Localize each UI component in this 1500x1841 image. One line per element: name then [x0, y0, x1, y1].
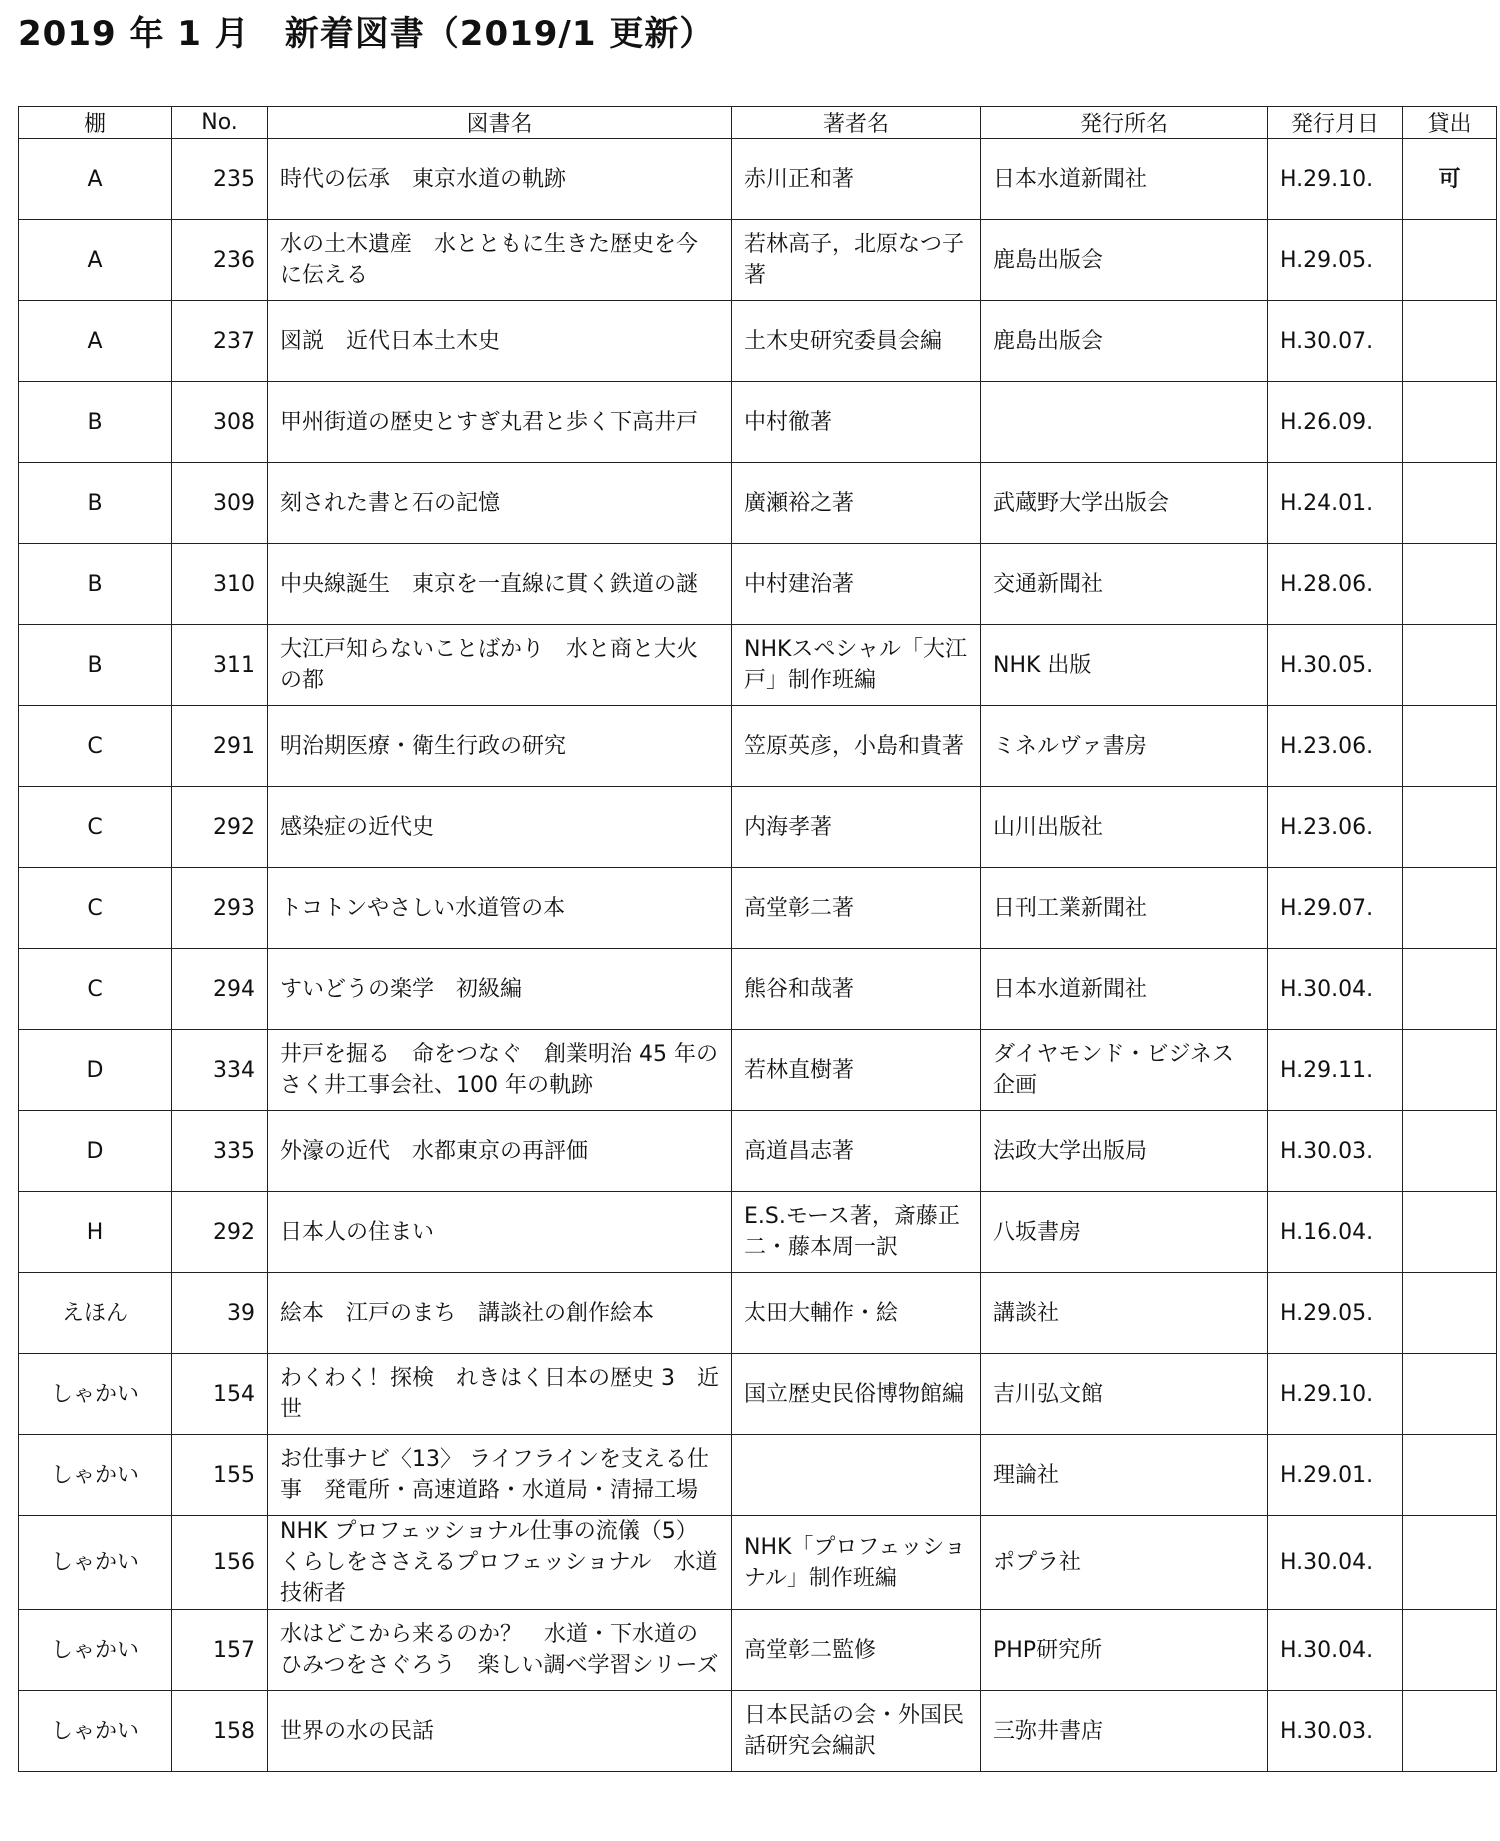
cell-publisher: 日本水道新聞社 [981, 949, 1268, 1030]
column-header-author: 著者名 [732, 107, 981, 139]
cell-book-title: 日本人の住まい [268, 1192, 732, 1273]
cell-book-title: 明治期医療・衛生行政の研究 [268, 706, 732, 787]
cell-book-title: 大江戸知らないことばかり 水と商と大火の都 [268, 625, 732, 706]
cell-publish-date: H.28.06. [1268, 544, 1403, 625]
table-row [19, 1610, 1497, 1691]
cell-publisher: 三弥井書店 [981, 1691, 1268, 1772]
column-header-loan: 貸出 [1403, 107, 1497, 139]
column-header-title: 図書名 [268, 107, 732, 139]
cell-publish-date: H.29.10. [1268, 1354, 1403, 1435]
cell-author: 土木史研究委員会編 [732, 301, 981, 382]
cell-author: 高堂彰二著 [732, 868, 981, 949]
cell-loan [1403, 1435, 1497, 1516]
cell-publisher: 講談社 [981, 1273, 1268, 1354]
cell-author: 高道昌志著 [732, 1111, 981, 1192]
column-header-no: No. [172, 107, 268, 139]
cell-author: 高堂彰二監修 [732, 1610, 981, 1691]
cell-loan [1403, 1691, 1497, 1772]
cell-loan [1403, 1354, 1497, 1435]
cell-author: 日本民話の会・外国民話研究会編訳 [732, 1691, 981, 1772]
cell-publisher: ミネルヴァ書房 [981, 706, 1268, 787]
cell-book-title: 甲州街道の歴史とすぎ丸君と歩く下高井戸 [268, 382, 732, 463]
cell-loan [1403, 625, 1497, 706]
cell-author: 中村建治著 [732, 544, 981, 625]
cell-no: 155 [172, 1435, 268, 1516]
cell-book-title: すいどうの楽学 初級編 [268, 949, 732, 1030]
cell-book-title: トコトンやさしい水道管の本 [268, 868, 732, 949]
cell-no: 310 [172, 544, 268, 625]
cell-publisher: ポプラ社 [981, 1516, 1268, 1610]
cell-book-title: 時代の伝承 東京水道の軌跡 [268, 139, 732, 220]
cell-publisher: NHK 出版 [981, 625, 1268, 706]
cell-shelf: B [19, 382, 172, 463]
cell-author: 熊谷和哉著 [732, 949, 981, 1030]
cell-publish-date: H.29.05. [1268, 1273, 1403, 1354]
cell-book-title: 世界の水の民話 [268, 1691, 732, 1772]
cell-no: 237 [172, 301, 268, 382]
cell-publish-date: H.23.06. [1268, 787, 1403, 868]
cell-publisher: 鹿島出版会 [981, 301, 1268, 382]
cell-publisher: 日刊工業新聞社 [981, 868, 1268, 949]
cell-publisher: 鹿島出版会 [981, 220, 1268, 301]
cell-book-title: 外濠の近代 水都東京の再評価 [268, 1111, 732, 1192]
table-row [19, 1273, 1497, 1354]
cell-shelf: しゃかい [19, 1610, 172, 1691]
cell-publish-date: H.30.03. [1268, 1111, 1403, 1192]
cell-loan [1403, 949, 1497, 1030]
cell-loan [1403, 706, 1497, 787]
cell-book-title: NHK プロフェッショナル仕事の流儀（5） くらしをささえるプロフェッショナル 水道技術者 [268, 1516, 732, 1610]
cell-shelf: H [19, 1192, 172, 1273]
cell-author: NHKスペシャル「大江戸」制作班編 [732, 625, 981, 706]
new-books-table [18, 106, 1497, 1772]
cell-publish-date: H.30.04. [1268, 1610, 1403, 1691]
cell-no: 292 [172, 1192, 268, 1273]
cell-shelf: B [19, 544, 172, 625]
cell-shelf: A [19, 301, 172, 382]
cell-publish-date: H.29.10. [1268, 139, 1403, 220]
cell-no: 293 [172, 868, 268, 949]
cell-shelf: えほん [19, 1273, 172, 1354]
table-row [19, 1030, 1497, 1111]
cell-publisher: 法政大学出版局 [981, 1111, 1268, 1192]
table-row [19, 1435, 1497, 1516]
table-row [19, 1111, 1497, 1192]
cell-loan [1403, 787, 1497, 868]
cell-book-title: 絵本 江戸のまち 講談社の創作絵本 [268, 1273, 732, 1354]
cell-publish-date: H.30.04. [1268, 949, 1403, 1030]
table-row [19, 1516, 1497, 1610]
cell-shelf: しゃかい [19, 1354, 172, 1435]
cell-loan [1403, 1610, 1497, 1691]
cell-no: 154 [172, 1354, 268, 1435]
column-header-date: 発行月日 [1268, 107, 1403, 139]
cell-book-title: 水はどこから来るのか？ 水道・下水道のひみつをさぐろう 楽しい調べ学習シリーズ [268, 1610, 732, 1691]
table-row [19, 706, 1497, 787]
cell-book-title: 井戸を掘る 命をつなぐ 創業明治 45 年のさく井工事会社、100 年の軌跡 [268, 1030, 732, 1111]
table-row [19, 463, 1497, 544]
cell-shelf: しゃかい [19, 1516, 172, 1610]
cell-author: 中村徹著 [732, 382, 981, 463]
cell-loan [1403, 1516, 1497, 1610]
column-header-publisher: 発行所名 [981, 107, 1268, 139]
cell-loan [1403, 544, 1497, 625]
cell-publisher: 八坂書房 [981, 1192, 1268, 1273]
cell-shelf: しゃかい [19, 1691, 172, 1772]
cell-book-title: 刻された書と石の記憶 [268, 463, 732, 544]
cell-book-title: 水の土木遺産 水とともに生きた歴史を今に伝える [268, 220, 732, 301]
cell-publish-date: H.29.01. [1268, 1435, 1403, 1516]
table-row [19, 220, 1497, 301]
cell-loan [1403, 1273, 1497, 1354]
cell-no: 335 [172, 1111, 268, 1192]
cell-shelf: A [19, 139, 172, 220]
cell-loan [1403, 1111, 1497, 1192]
cell-no: 308 [172, 382, 268, 463]
table-row [19, 1691, 1497, 1772]
cell-no: 235 [172, 139, 268, 220]
cell-shelf: C [19, 868, 172, 949]
cell-shelf: C [19, 706, 172, 787]
cell-author: 内海孝著 [732, 787, 981, 868]
cell-author: 国立歴史民俗博物館編 [732, 1354, 981, 1435]
cell-publish-date: H.23.06. [1268, 706, 1403, 787]
cell-no: 309 [172, 463, 268, 544]
table-row [19, 139, 1497, 220]
cell-publish-date: H.30.05. [1268, 625, 1403, 706]
cell-loan [1403, 868, 1497, 949]
cell-publish-date: H.30.03. [1268, 1691, 1403, 1772]
cell-no: 158 [172, 1691, 268, 1772]
cell-author: 若林直樹著 [732, 1030, 981, 1111]
table-row [19, 868, 1497, 949]
cell-shelf: A [19, 220, 172, 301]
cell-publisher: PHP研究所 [981, 1610, 1268, 1691]
cell-publish-date: H.29.11. [1268, 1030, 1403, 1111]
cell-publisher: 吉川弘文館 [981, 1354, 1268, 1435]
cell-no: 39 [172, 1273, 268, 1354]
cell-author: 廣瀬裕之著 [732, 463, 981, 544]
cell-shelf: B [19, 625, 172, 706]
cell-publish-date: H.24.01. [1268, 463, 1403, 544]
cell-no: 334 [172, 1030, 268, 1111]
page-title: 2019 年 1 月 新着図書（2019/1 更新） [18, 14, 715, 54]
cell-shelf: D [19, 1030, 172, 1111]
table-row [19, 625, 1497, 706]
table-row [19, 301, 1497, 382]
table-row [19, 1354, 1497, 1435]
table-row [19, 787, 1497, 868]
cell-loan [1403, 463, 1497, 544]
table-row [19, 544, 1497, 625]
cell-book-title: わくわく！探検 れきはく日本の歴史 3 近世 [268, 1354, 732, 1435]
cell-no: 291 [172, 706, 268, 787]
cell-publisher: 交通新聞社 [981, 544, 1268, 625]
cell-loan [1403, 1192, 1497, 1273]
cell-no: 294 [172, 949, 268, 1030]
cell-author: NHK「プロフェッショナル」制作班編 [732, 1516, 981, 1610]
cell-publisher: ダイヤモンド・ビジネス企画 [981, 1030, 1268, 1111]
table-row [19, 382, 1497, 463]
cell-publish-date: H.29.07. [1268, 868, 1403, 949]
cell-author: 太田大輔作・絵 [732, 1273, 981, 1354]
cell-shelf: B [19, 463, 172, 544]
cell-loan: 可 [1403, 139, 1497, 220]
cell-book-title: 感染症の近代史 [268, 787, 732, 868]
table-row [19, 949, 1497, 1030]
cell-book-title: 図説 近代日本土木史 [268, 301, 732, 382]
cell-publisher [981, 382, 1268, 463]
cell-publish-date: H.30.04. [1268, 1516, 1403, 1610]
table-row [19, 1192, 1497, 1273]
cell-author [732, 1435, 981, 1516]
cell-no: 157 [172, 1610, 268, 1691]
cell-book-title: 中央線誕生 東京を一直線に貫く鉄道の謎 [268, 544, 732, 625]
cell-publisher: 山川出版社 [981, 787, 1268, 868]
cell-no: 156 [172, 1516, 268, 1610]
table-body [19, 139, 1497, 1772]
cell-author: 赤川正和著 [732, 139, 981, 220]
cell-shelf: D [19, 1111, 172, 1192]
cell-publish-date: H.16.04. [1268, 1192, 1403, 1273]
cell-no: 311 [172, 625, 268, 706]
cell-publisher: 理論社 [981, 1435, 1268, 1516]
cell-author: E.S.モース著，斎藤正二・藤本周一訳 [732, 1192, 981, 1273]
cell-no: 236 [172, 220, 268, 301]
cell-loan [1403, 220, 1497, 301]
cell-shelf: C [19, 787, 172, 868]
cell-publish-date: H.29.05. [1268, 220, 1403, 301]
cell-author: 若林高子，北原なつ子著 [732, 220, 981, 301]
cell-publisher: 日本水道新聞社 [981, 139, 1268, 220]
cell-shelf: C [19, 949, 172, 1030]
cell-loan [1403, 301, 1497, 382]
cell-book-title: お仕事ナビ〈13〉 ライフラインを支える仕事 発電所・高速道路・水道局・清掃工場 [268, 1435, 732, 1516]
cell-publish-date: H.30.07. [1268, 301, 1403, 382]
cell-no: 292 [172, 787, 268, 868]
cell-publisher: 武蔵野大学出版会 [981, 463, 1268, 544]
column-header-shelf: 棚 [19, 107, 172, 139]
table-header-row [19, 107, 1497, 139]
cell-publish-date: H.26.09. [1268, 382, 1403, 463]
cell-shelf: しゃかい [19, 1435, 172, 1516]
cell-loan [1403, 1030, 1497, 1111]
cell-author: 笠原英彦，小島和貴著 [732, 706, 981, 787]
cell-loan [1403, 382, 1497, 463]
